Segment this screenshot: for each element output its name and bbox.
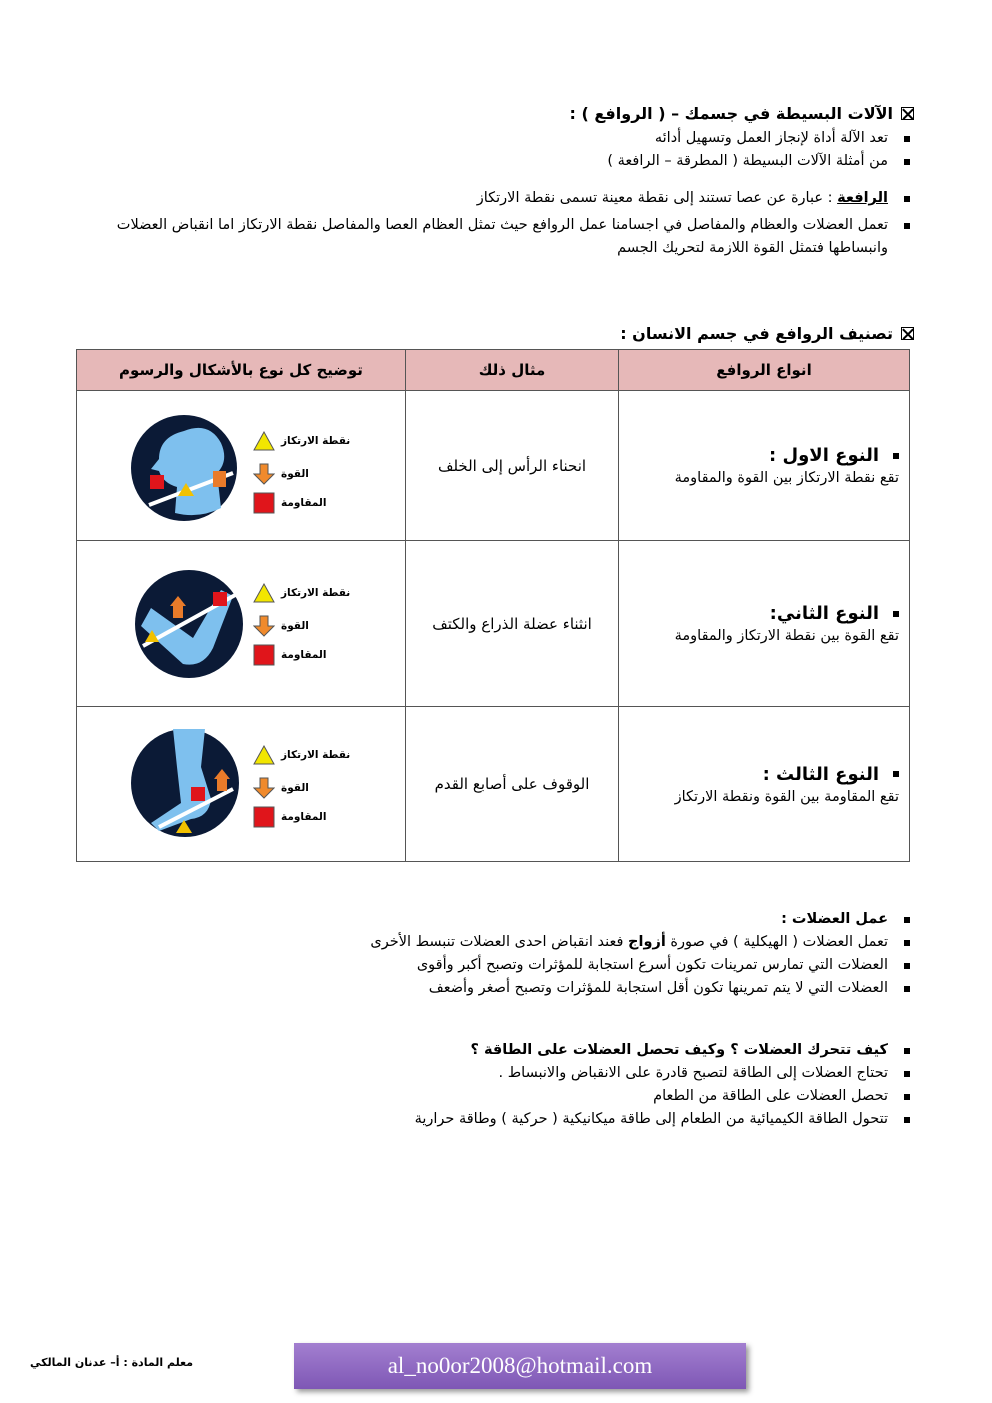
pairs-word: أزواج (628, 934, 666, 950)
energy-section (74, 1039, 914, 1131)
type-name: النوع الثالث : (762, 763, 879, 785)
list-item: العضلات التي تمارس تمرينات تكون أسرع استجابة للمؤثرات وتصبح أكبر وأقوى (74, 954, 914, 977)
energy-title: كيف تتحرك العضلات ؟ وكيف تحصل العضلات على الطاقة ؟ (74, 1039, 914, 1062)
lever-term: الرافعة (837, 190, 888, 206)
body-levers-item: تعمل العضلات والعظام والمفاصل في اجسامنا عمل الروافع حيث تمثل العظام العصا والمفاصل نقطة الارتكاز اما انقباض العضلات وانبساطها فتمثل القوة اللازمة لتحريك الجسم (74, 214, 914, 260)
force-arrow-icon (253, 463, 275, 485)
lever-definition: : عبارة عن عصا تستند إلى نقطة معينة تسمى نقطة الارتكاز (476, 190, 833, 206)
force-arrow-icon (213, 471, 226, 487)
fulcrum-triangle-icon (253, 745, 275, 765)
force-arrow-icon (217, 777, 227, 791)
resistance-square-icon (253, 644, 275, 666)
legend-resistance-label: المقاومة (281, 811, 327, 823)
resistance-marker (150, 475, 164, 489)
energy-list (74, 1039, 914, 1131)
classification-heading (620, 324, 914, 343)
teacher-credit: معلم المادة : أ– عدنان المالكي (30, 1356, 194, 1369)
resistance-square-icon (253, 492, 275, 514)
intro-heading (74, 104, 914, 123)
example-cell: الوقوف على أصابع القدم (406, 707, 619, 862)
header-illustration: توضيح كل نوع بالأشكال والرسوم (77, 350, 406, 391)
type-cell (619, 707, 910, 862)
bullet-icon (893, 453, 899, 459)
list-item: تعمل العضلات ( الهيكلية ) في صورة أزواج فعند انقباض احدى العضلات تنبسط الأخرى (74, 931, 914, 954)
bullet-icon (893, 771, 899, 777)
muscle-work-list (74, 908, 914, 1000)
muscle-work-title: عمل العضلات : (74, 908, 914, 931)
list-item: تحصل العضلات على الطاقة من الطعام (74, 1085, 914, 1108)
illustration-cell (77, 707, 406, 862)
type-cell (619, 541, 910, 707)
resistance-square-icon (253, 806, 275, 828)
fulcrum-triangle-icon (253, 583, 275, 603)
intro-list (74, 127, 914, 173)
force-arrow-icon (253, 777, 275, 799)
legend-force-label: القوة (281, 468, 309, 480)
legend-force-label: القوة (281, 620, 309, 632)
lever-list (74, 187, 914, 260)
email-banner[interactable]: al_no0or2008@hotmail.com (294, 1343, 746, 1389)
table-header-row (77, 350, 910, 391)
figure-legend (253, 707, 353, 861)
header-types: انواع الروافع (619, 350, 910, 391)
legend-fulcrum-label: نقطة الارتكاز (281, 435, 351, 447)
legend-fulcrum-label: نقطة الارتكاز (281, 587, 351, 599)
table-row (77, 391, 910, 541)
legend-resistance-label: المقاومة (281, 497, 327, 509)
intro-title: الآلات البسيطة في جسمك – ( الروافع ) : (569, 104, 893, 123)
table-row (77, 707, 910, 862)
list-item: تتحول الطاقة الكيميائية من الطعام إلى طاقة ميكانيكية ( حركية ) وطاقة حرارية (74, 1108, 914, 1131)
levers-table (76, 349, 910, 862)
illustration-cell (77, 541, 406, 707)
force-arrow-icon (173, 604, 183, 618)
bullet-icon (893, 611, 899, 617)
legend-force-label: القوة (281, 782, 309, 794)
list-item: تحتاج العضلات إلى الطاقة لتصبح قادرة على الانقباض والانبساط . (74, 1062, 914, 1085)
resistance-marker (191, 787, 205, 801)
type-name: النوع الثاني: (769, 603, 879, 624)
list-item: العضلات التي لا يتم تمرينها تكون أقل استجابة للمؤثرات وتصبح أصغر وأضعف (74, 977, 914, 1000)
resistance-marker (213, 592, 227, 606)
header-example: مثال ذلك (406, 350, 619, 391)
intro-section (74, 104, 914, 260)
checkbox-icon (901, 107, 914, 120)
tiptoe-figure (129, 727, 241, 839)
checkbox-icon (901, 327, 914, 340)
arm-flex-figure (133, 568, 245, 680)
type-name: النوع الاول : (769, 445, 879, 466)
example-cell: انحناء الرأس إلى الخلف (406, 391, 619, 541)
list-item: من أمثلة الآلات البسيطة ( المطرقة – الرافعة ) (74, 150, 914, 173)
illustration-cell (77, 391, 406, 541)
type-description: تقع نقطة الارتكاز بين القوة والمقاومة (674, 470, 899, 486)
head-tilt-figure (129, 413, 239, 523)
figure-legend (253, 391, 353, 540)
list-item: تعد الآلة أداة لإنجاز العمل وتسهيل أدائه (74, 127, 914, 150)
legend-resistance-label: المقاومة (281, 649, 327, 661)
muscle-work-section (74, 908, 914, 1000)
example-cell: انثناء عضلة الذراع والكتف (406, 541, 619, 707)
figure-legend (253, 541, 353, 706)
table-row (77, 541, 910, 707)
type-cell (619, 391, 910, 541)
legend-fulcrum-label: نقطة الارتكاز (281, 749, 351, 761)
type-description: تقع المقاومة بين القوة ونقطة الارتكاز (674, 788, 899, 805)
classification-title: تصنيف الروافع في جسم الانسان : (620, 324, 893, 343)
force-arrow-icon (253, 615, 275, 637)
fulcrum-triangle-icon (253, 431, 275, 451)
type-description: تقع القوة بين نقطة الارتكاز والمقاومة (674, 628, 899, 644)
lever-definition-item (74, 187, 914, 210)
